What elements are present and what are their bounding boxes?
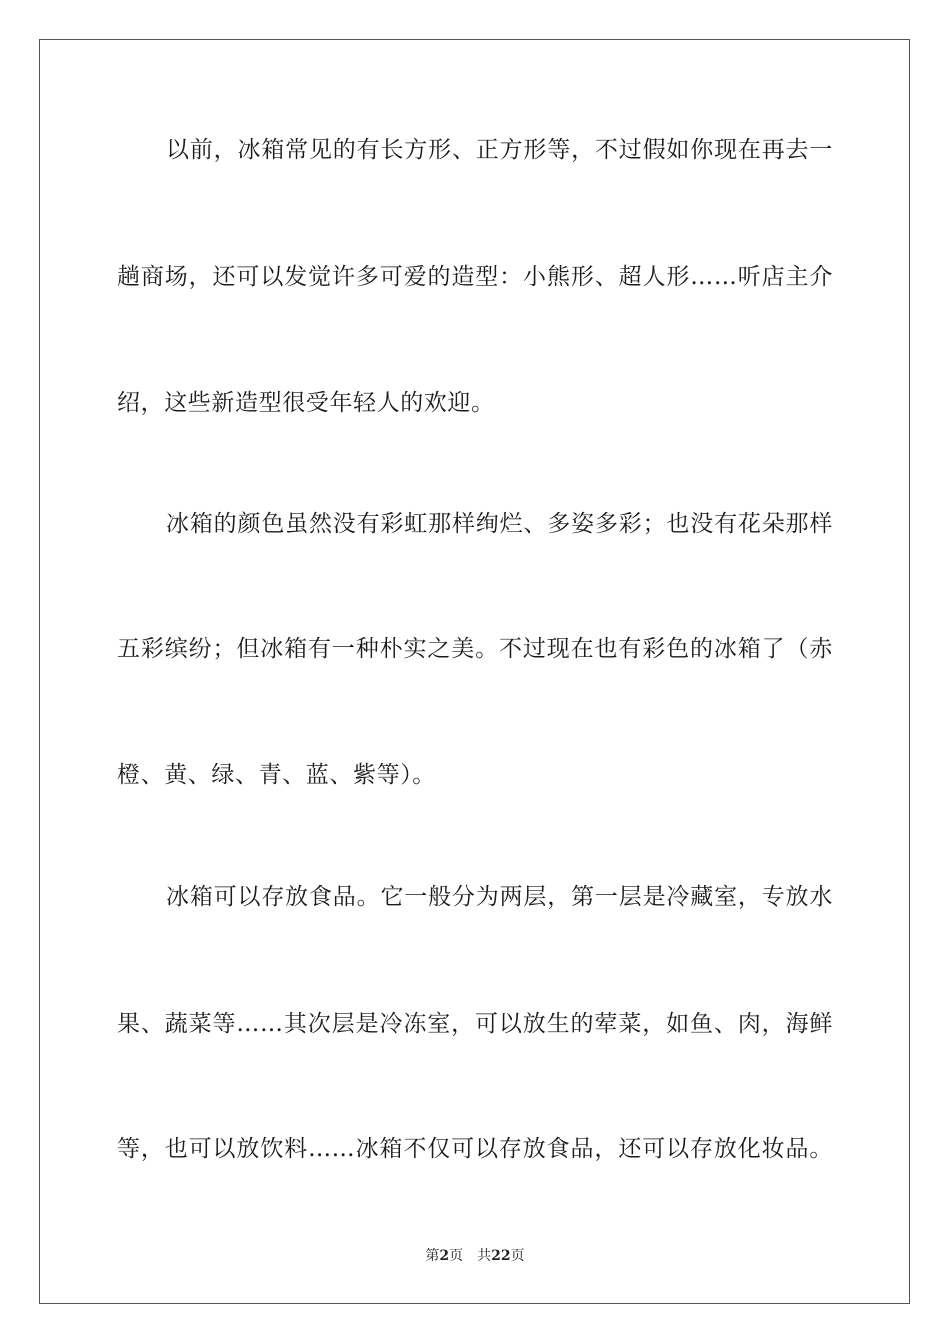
paragraph-2-line-1: 冰箱的颜色虽然没有彩虹那样绚烂、多姿多彩；也没有花朵那样: [166, 511, 833, 537]
total-suffix: 页: [510, 1248, 525, 1264]
paragraph-2-line-2: 五彩缤纷；但冰箱有一种朴实之美。不过现在也有彩色的冰箱了（赤: [117, 636, 833, 662]
paragraph-1-line-3: 绍，这些新造型很受年轻人的欢迎。: [117, 390, 495, 416]
paragraph-3-line-1: 冰箱可以存放食品。它一般分为两层，第一层是冷藏室，专放水: [166, 884, 833, 910]
paragraph-2-line-3: 橙、黄、绿、青、蓝、紫等）。: [117, 762, 436, 788]
total-pages: 22: [491, 1248, 511, 1264]
page-number: 2: [439, 1248, 450, 1264]
paragraph-1-line-1: 以前，冰箱常见的有长方形、正方形等，不过假如你现在再去一: [166, 137, 833, 163]
paragraph-3-line-3: 等，也可以放饮料……冰箱不仅可以存放食品，还可以存放化妆品。: [117, 1136, 833, 1162]
paragraph-1-line-2: 趟商场，还可以发觉许多可爱的造型：小熊形、超人形……听店主介: [117, 264, 833, 290]
page-border: [39, 39, 910, 1304]
total-prefix: 共: [477, 1248, 492, 1264]
page-footer: [0, 1247, 950, 1265]
paragraph-3-line-2: 果、蔬菜等……其次层是冷冻室，可以放生的荤菜，如鱼、肉，海鲜: [117, 1011, 833, 1037]
page-suffix: 页: [449, 1248, 464, 1264]
page-prefix: 第: [425, 1248, 440, 1264]
